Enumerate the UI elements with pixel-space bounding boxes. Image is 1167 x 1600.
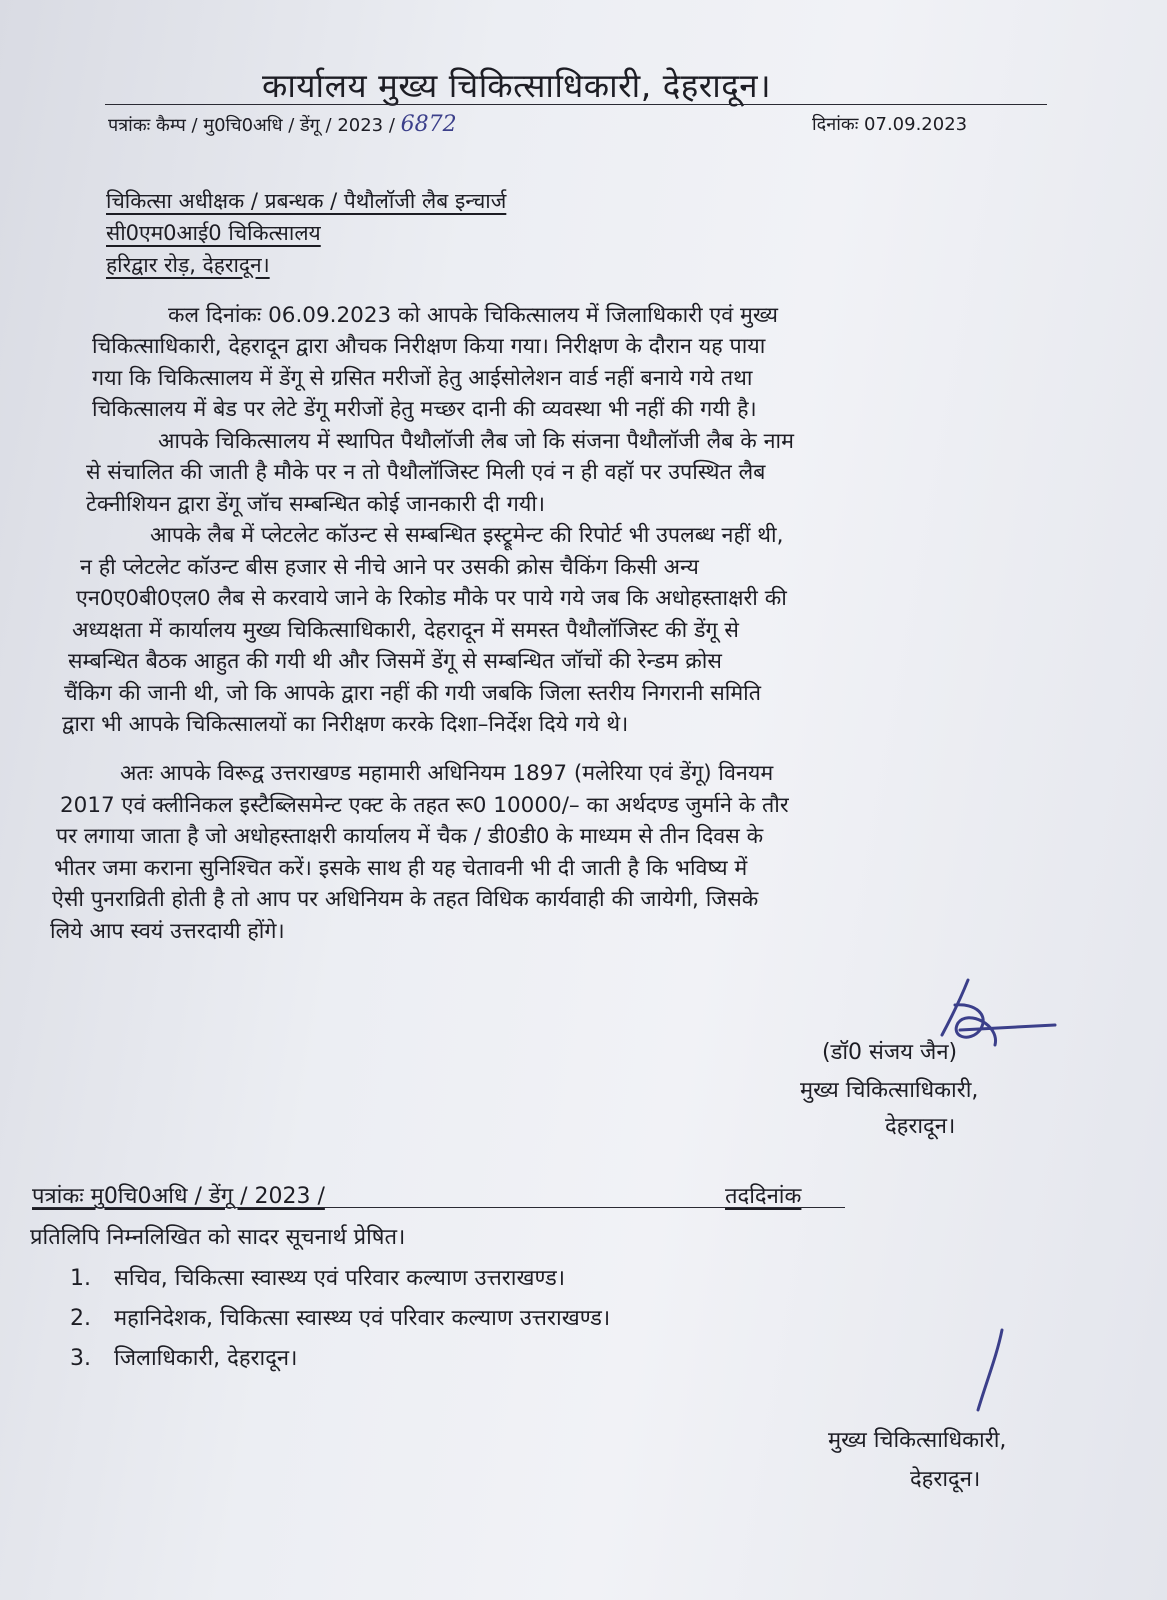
body-line: ऐसी पुनराव्रिती होती है तो आप पर अधिनियम के तहत विधिक कार्यवाही की जायेगी, जिसके	[52, 887, 759, 912]
addressee-line-3: हरिद्वार रोड़, देहरादून।	[106, 253, 270, 277]
body-line: आपके लैब में प्लेटलेट कॉउन्ट से सम्बन्धित इस्ट्रूमेन्ट की रिपोर्ट भी उपलब्ध नहीं थी,	[150, 523, 784, 548]
body-line: से संचालित की जाती है मौके पर न तो पैथौलॉजिस्ट मिली एवं न ही वहॉ पर उपस्थित लैब	[86, 460, 766, 485]
recipient-number: 2.	[70, 1306, 91, 1331]
signatory-place: देहरादून।	[885, 1114, 956, 1139]
recipient-text: जिलाधिकारी, देहरादून।	[114, 1346, 298, 1371]
copy-recipient	[70, 1342, 297, 1372]
body-line: पर लगाया जाता है जो अधोहस्ताक्षरी कार्यालय में चैक / डी0डी0 के माध्यम से तीन दिवस के	[56, 824, 764, 849]
letter-date: दिनांकः 07.09.2023	[812, 114, 968, 135]
body-line: भीतर जमा कराना सुनिश्चित करें। इसके साथ ही यह चेतावनी भी दी जाती है कि भविष्य में	[54, 856, 748, 881]
body-line: चिकित्साधिकारी, देहरादून द्वारा औचक निरीक्षण किया गया। निरीक्षण के दौरान यह पाया	[92, 334, 766, 359]
body-line: अध्यक्षता में कार्यालय मुख्य चिकित्साधिकारी, देहरादून में समस्त पैथौलॉजिस्ट की डेंगू से	[72, 618, 739, 643]
body-line: चैंकिग की जानी थी, जो कि आपके द्वारा नहीं की गयी जबकि जिला स्तरीय निगरानी समिति	[64, 681, 762, 706]
recipient-number: 1.	[70, 1266, 91, 1291]
signatory-designation: मुख्य चिकित्साधिकारी,	[800, 1078, 979, 1103]
body-line: अतः आपके विरूद्व उत्तराखण्ड महामारी अधिनियम 1897 (मलेरिया एवं डेंगू) विनयम	[120, 761, 774, 786]
copy-recipient	[70, 1302, 610, 1332]
body-line: न ही प्लेटलेट कॉउन्ट बीस हजार से नीचे आने पर उसकी क्रोस चैकिंग किसी अन्य	[80, 555, 699, 580]
copy-recipient	[70, 1262, 565, 1292]
recipient-text: सचिव, चिकित्सा स्वास्थ्य एवं परिवार कल्याण उत्तराखण्ड।	[114, 1266, 566, 1291]
copy-intro: प्रतिलिपि निम्नलिखित को सादर सूचनार्थ प्रेषित।	[30, 1225, 406, 1250]
reference-label: पत्रांकः कैम्प / मु0चि0अधि / डेंगू / 2023 /	[108, 115, 395, 136]
copy-date-label: तददिनांक	[725, 1184, 802, 1209]
copy-signatory-place: देहरादून।	[910, 1467, 981, 1492]
body-line: गया कि चिकित्सालय में डेंगू से ग्रसित मरीजों हेतु आईसोलेशन वार्ड नहीं बनाये गये तथा	[92, 366, 753, 391]
addressee-line-2: सी0एम0आई0 चिकित्सालय	[106, 221, 321, 245]
body-line: सम्बन्धित बैठक आहुत की गयी थी और जिसमें डेंगू से सम्बन्धित जॉचों की रेन्डम क्रोस	[68, 649, 722, 674]
handwritten-ref-number: 6872	[400, 112, 457, 137]
signatory-name: (डॉ0 संजय जैन)	[822, 1040, 958, 1065]
body-line: चिकित्सालय में बेड पर लेटे डेंगू मरीजों हेतु मच्छर दानी की व्यवस्था भी नहीं की गयी है।	[92, 397, 757, 422]
initial-mark	[972, 1325, 1012, 1415]
recipient-text: महानिदेशक, चिकित्सा स्वास्थ्य एवं परिवार कल्याण उत्तराखण्ड।	[114, 1306, 611, 1331]
addressee-line-1: चिकित्सा अधीक्षक / प्रबन्धक / पैथौलॉजी लैब इन्चार्ज	[106, 189, 507, 213]
copy-signatory-designation: मुख्य चिकित्साधिकारी,	[828, 1428, 1007, 1453]
copy-reference-rule	[32, 1207, 845, 1208]
body-line: आपके चिकित्सालय में स्थापित पैथौलॉजी लैब जो कि संजना पैथौलॉजी लैब के नाम	[158, 429, 794, 454]
body-line: कल दिनांकः 06.09.2023 को आपके चिकित्सालय में जिलाधिकारी एवं मुख्य	[168, 303, 778, 328]
recipient-number: 3.	[70, 1346, 91, 1371]
body-line: एन0ए0बी0एल0 लैब से करवाये जाने के रिकोड मौके पर पाये गये जब कि अधोहस्ताक्षरी की	[76, 586, 787, 611]
body-line: लिये आप स्वयं उत्तरदायी होंगे।	[50, 919, 285, 944]
body-line: 2017 एवं क्लीनिकल इस्टैब्लिसमेन्ट एक्ट के तहत रू0 10000/– का अर्थदण्ड जुर्माने के तौर	[60, 793, 789, 818]
copy-reference: पत्रांकः मु0चि0अधि / डेंगू / 2023 /	[32, 1184, 325, 1209]
body-line: द्वारा भी आपके चिकित्सालयों का निरीक्षण करके दिशा–निर्देश दिये गये थे।	[62, 712, 629, 737]
body-line: टेक्नीशियन द्वारा डेंगू जॉच सम्बन्धित कोई जानकारी दी गयी।	[86, 492, 546, 517]
office-title: कार्यालय मुख्य चिकित्साधिकारी, देहरादून।	[262, 66, 772, 105]
